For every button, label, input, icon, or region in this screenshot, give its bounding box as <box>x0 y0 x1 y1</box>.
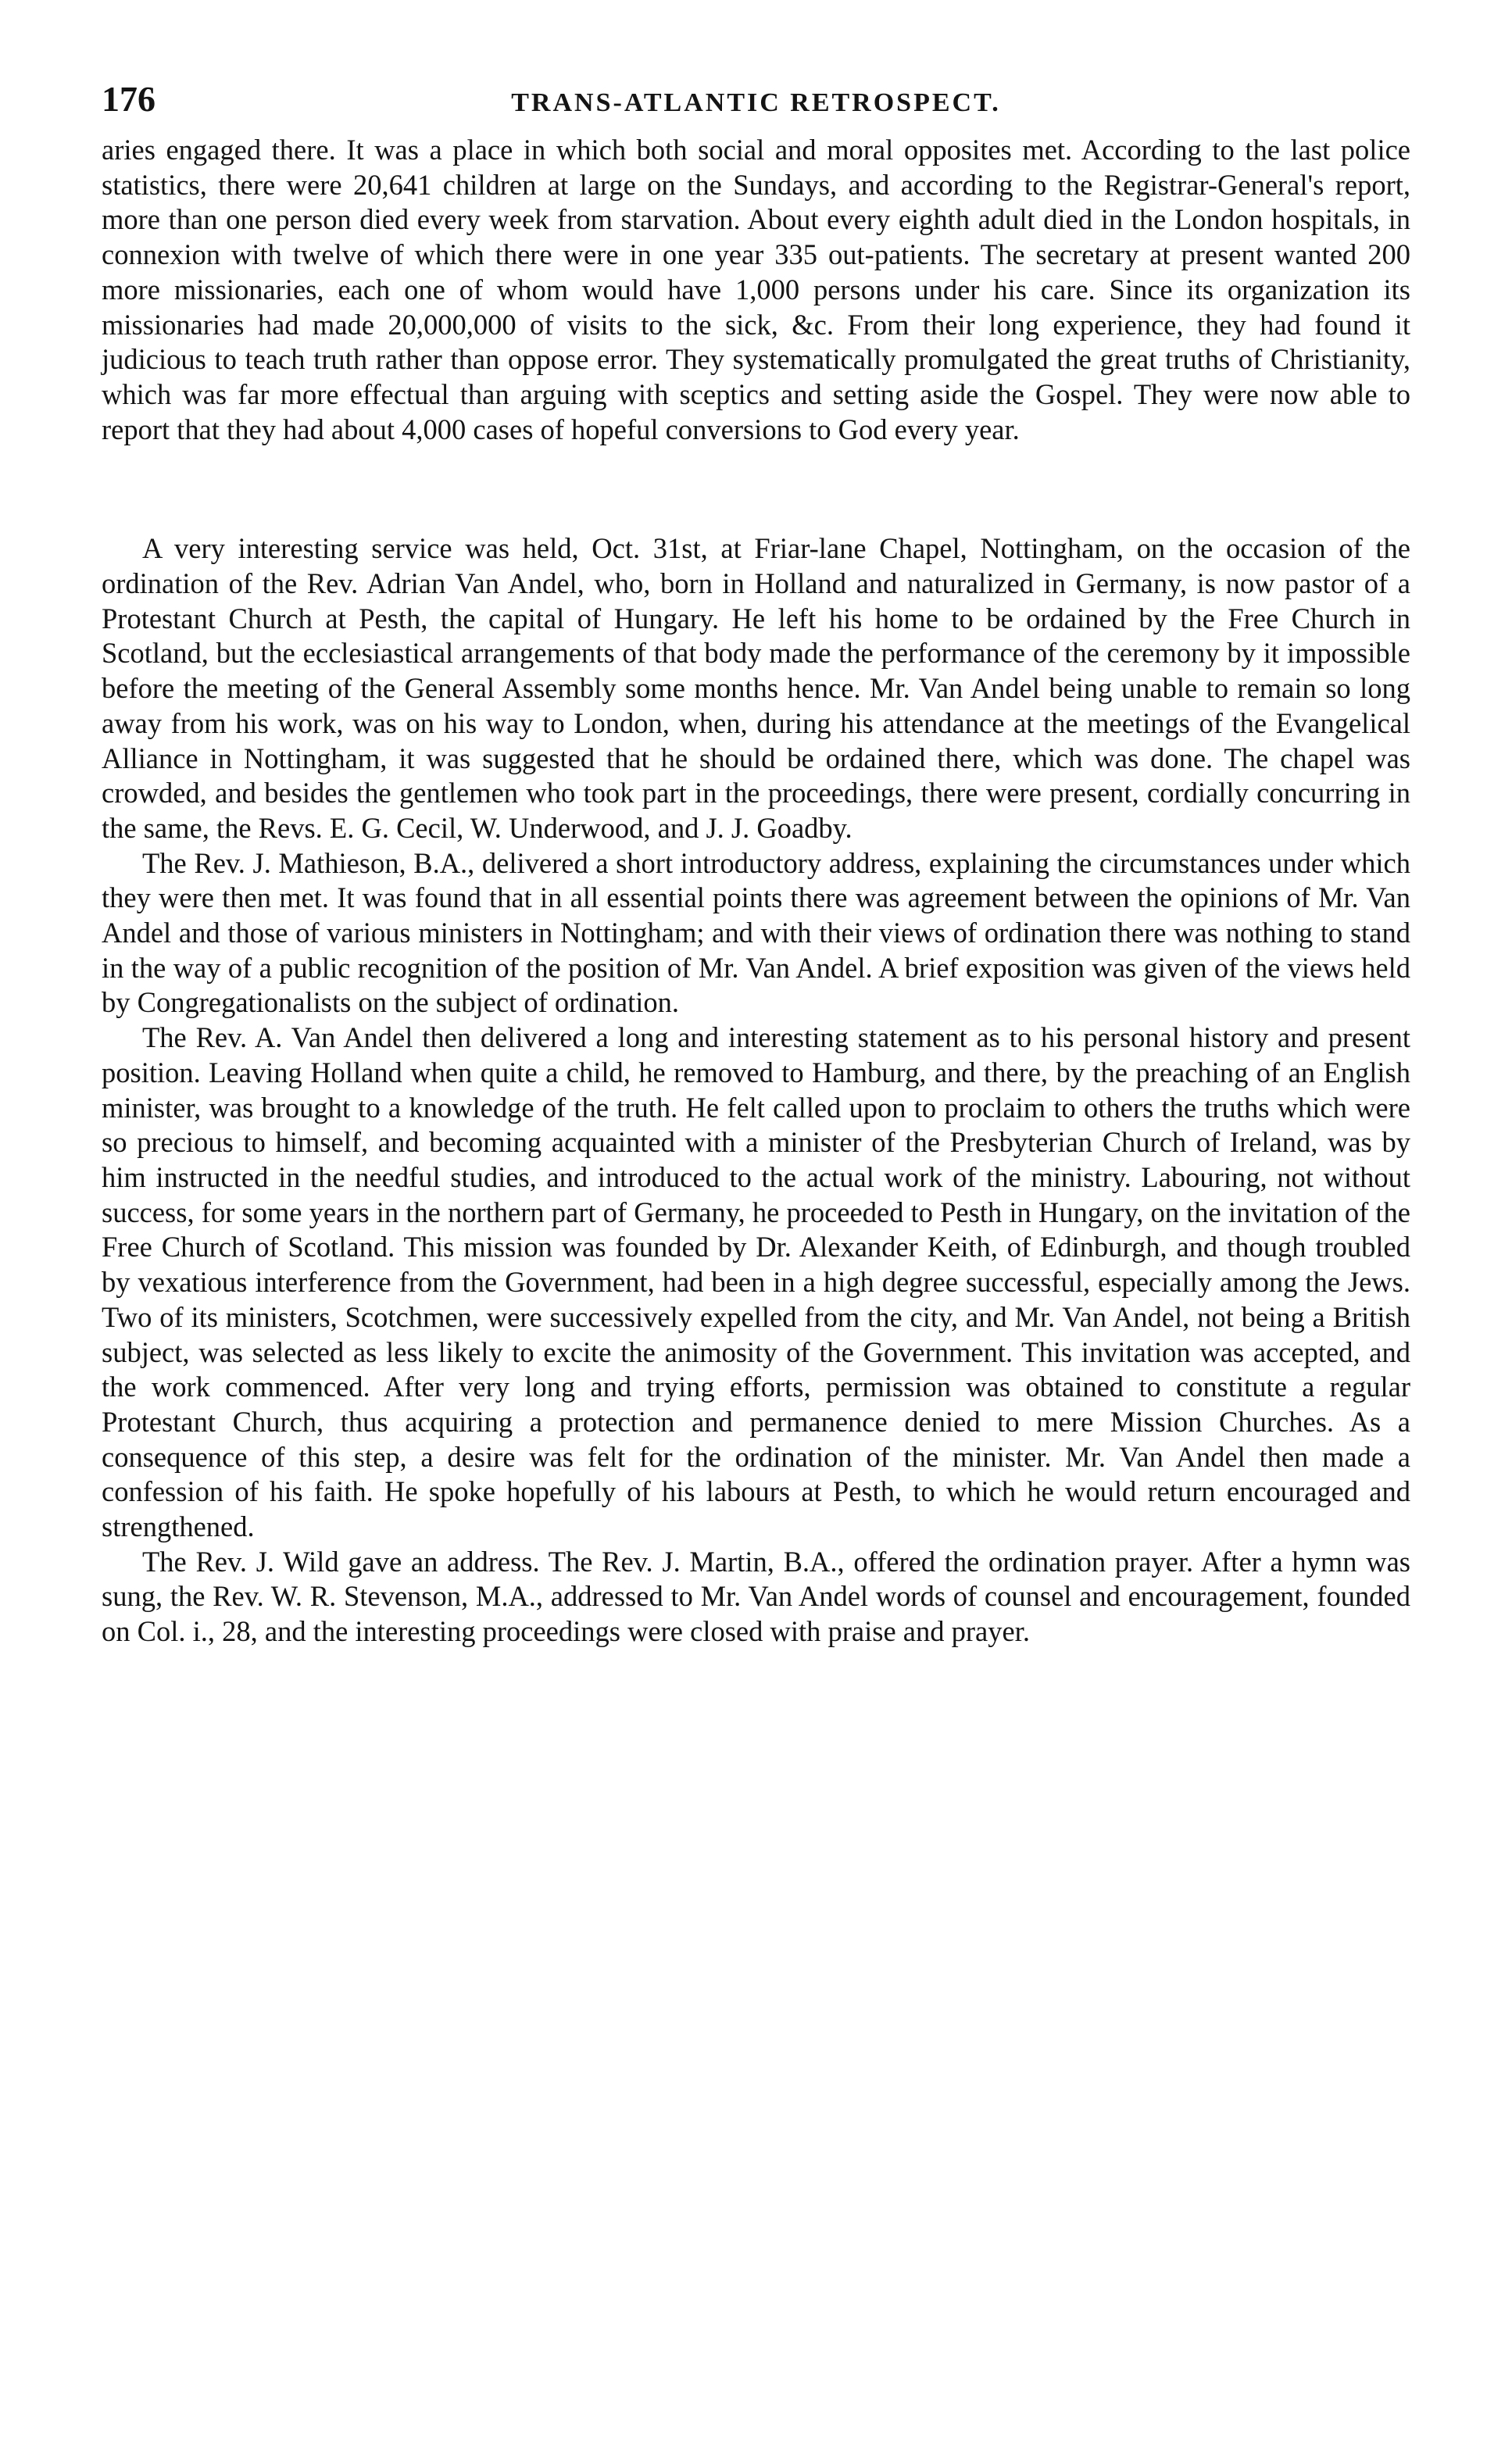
running-title: TRANS-ATLANTIC RETROSPECT. <box>511 88 1001 117</box>
paragraph-ordination-service: A very interesting service was held, Oct. 31st, at Friar-lane Chapel, Nottingham, on the occasion of the ordination of the Rev. Adrian Van Andel, who, born in Holland and naturalized in Germany, is now pastor of a Protestant Church at Pesth, the capital of Hungary. He left his home to be ordained by the Free Church in Scotland, but the ecclesiastical arrangements of that body made the performance of the ceremony by it impossible before the meeting of the General Assembly some months hence. Mr. Van Andel being unable to remain so long away from his work, was on his way to London, when, during his attendance at the meetings of the Evangelical Alliance in Nottingham, it was suggested that he should be ordained there, which was done. The chapel was crowded, and besides the gentlemen who took part in the proceedings, there were present, cordially concurring in the same, the Revs. E. G. Cecil, W. Underwood, and J. J. Goadby. <box>102 532 1410 844</box>
body-text <box>102 133 1410 1650</box>
page-header <box>102 78 1410 133</box>
paragraph-missionaries-continued: aries engaged there. It was a place in which both social and moral opposites met. According to the last police statistics, there were 20,641 children at large on the Sundays, and according to the Registrar-General's report, more than one person died every week from starvation. About every eighth adult died in the London hospitals, in connexion with twelve of which there were in one year 335 out-patients. The secretary at present wanted 200 more missionaries, each one of whom would have 1,000 persons under his care. Since its organization its missionaries had made 20,000,000 of visits to the sick, &c. From their long experience, they had found it judicious to teach truth rather than oppose error. They systematically promulgated the great truths of Christianity, which was far more effectual than arguing with sceptics and setting aside the Gospel. They were now able to report that they had about 4,000 cases of hopeful conversions to God every year. <box>102 134 1410 445</box>
section-break <box>102 447 1410 531</box>
page-number: 176 <box>102 79 155 119</box>
paragraph-van-andel-statement: The Rev. A. Van Andel then delivered a long and interesting statement as to his personal history and present position. Leaving Holland when quite a child, he removed to Hamburg, and there, by the preaching of an English minister, was brought to a knowledge of the truth. He felt called upon to proclaim to others the truths which were so precious to himself, and becoming acquainted with a minister of the Presbyterian Church of Ireland, was by him instructed in the needful studies, and introduced to the actual work of the ministry. Labouring, not without success, for some years in the northern part of Germany, he proceeded to Pesth in Hungary, on the invitation of the Free Church of Scotland. This mission was founded by Dr. Alexander Keith, of Edinburgh, and though troubled by vexatious interference from the Government, had been in a high degree successful, especially among the Jews. Two of its ministers, Scotchmen, were successively expelled from the city, and Mr. Van Andel, not being a British subject, was selected as less likely to excite the animosity of the Government. This invitation was accepted, and the work commenced. After very long and trying efforts, permission was obtained to constitute a regular Protestant Church, thus acquiring a protection and permanence denied to mere Mission Churches. As a consequence of this step, a desire was felt for the ordination of the minister. Mr. Van Andel then made a confession of his faith. He spoke hopefully of his labours at Pesth, to which he would return encouraged and strengthened. <box>102 1021 1410 1543</box>
paragraph-closing-proceedings: The Rev. J. Wild gave an address. The Rev. J. Martin, B.A., offered the ordination prayer. After a hymn was sung, the Rev. W. R. Stevenson, M.A., addressed to Mr. Van Andel words of counsel and encouragement, founded on Col. i., 28, and the interesting proceedings were closed with praise and prayer. <box>102 1545 1410 1648</box>
paragraph-mathieson-address: The Rev. J. Mathieson, B.A., delivered a short introductory address, explaining the circumstances under which they were then met. It was found that in all essential points there was agreement between the opinions of Mr. Van Andel and those of various ministers in Nottingham; and with their views of ordination there was nothing to stand in the way of a public recognition of the position of Mr. Van Andel. A brief exposition was given of the views held by Congregationalists on the subject of ordination. <box>102 846 1410 1019</box>
